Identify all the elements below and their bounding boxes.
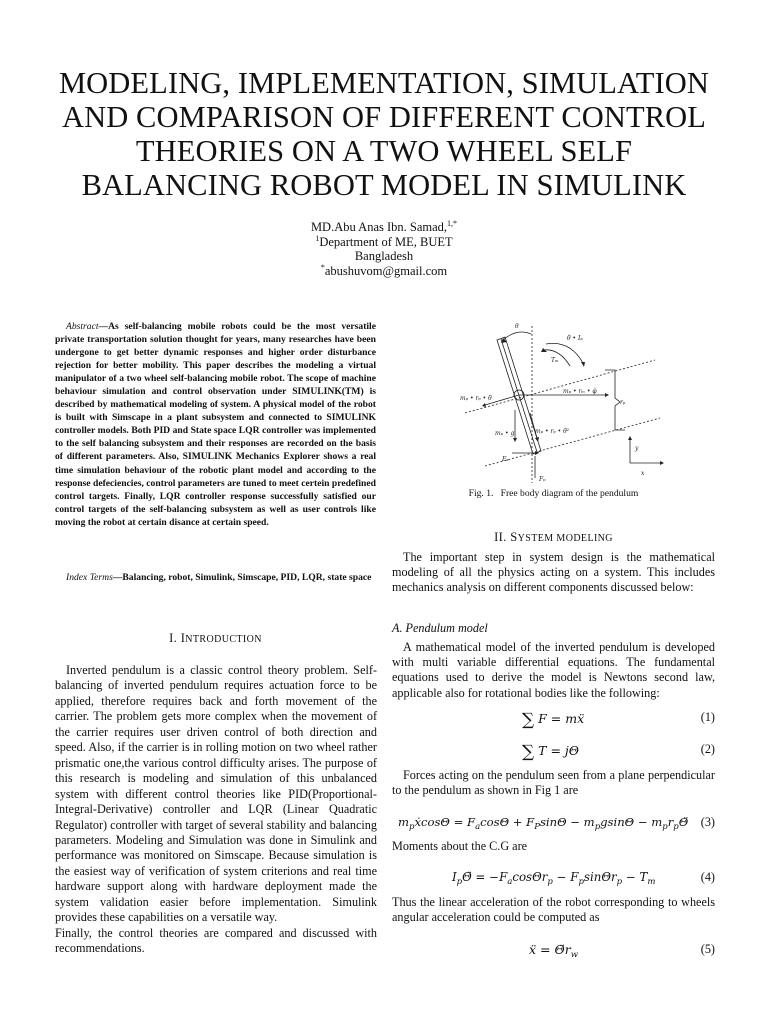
theta-arc-icon bbox=[503, 332, 531, 340]
label-fa: Fₐ bbox=[502, 456, 509, 463]
equation-4-math: $I_p\Thetä = -F_a\cos\Theta r_p - F_p\sin\Theta r_p - T_m$ bbox=[452, 870, 656, 887]
affiliation: Department of ME, BUET bbox=[319, 234, 453, 249]
equation-number: (3) bbox=[700, 815, 715, 829]
affiliation-line bbox=[234, 235, 534, 250]
email-link[interactable]: abushuvom@gmail.com bbox=[324, 263, 448, 278]
label-theta: θ bbox=[515, 323, 519, 330]
pendulum-paragraph-2: Forces acting on the pendulum seen from a plane perpendicular to the pendulum as shown in Fig 1 are bbox=[392, 768, 715, 798]
equation-4 bbox=[392, 870, 715, 890]
section-heading-introduction bbox=[55, 631, 376, 646]
equation-3 bbox=[392, 815, 715, 835]
title-line: AND COMPARISON OF DIFFERENT CONTROL bbox=[61, 100, 707, 134]
section-rest: YSTEM MODELING bbox=[517, 533, 613, 544]
pendulum-paragraph-4: Thus the linear acceleration of the robot corresponding to wheels angular acceleration could be computed as bbox=[392, 895, 715, 925]
equation-number: (5) bbox=[700, 942, 715, 956]
label-force-right: mₚ • rₘ • φ̈ bbox=[563, 388, 597, 395]
author-name-line bbox=[234, 220, 534, 235]
country: Bangladesh bbox=[354, 249, 414, 263]
equation-2 bbox=[392, 742, 715, 762]
system-modeling-intro: The important step in system design is the mathematical modeling of all the physics acting on a system. This includes mechanics analysis on different components discussed below: bbox=[392, 550, 715, 595]
section-first-letter: I bbox=[180, 631, 186, 645]
label-torque-top: θ̈ • Iₚ bbox=[567, 335, 583, 342]
pendulum-paragraph-3: Moments about the C.G are bbox=[392, 839, 528, 853]
pendulum-paragraph-1: A mathematical model of the inverted pendulum is developed with multi variable differential equations. The fundamental equations used to derive the model is Newtons second law, applicable also for rotational bodies like the following: bbox=[392, 640, 715, 700]
subsection-pendulum-model: A. Pendulum model bbox=[392, 621, 488, 635]
equation-number: (4) bbox=[700, 870, 715, 884]
paper-title bbox=[40, 66, 728, 202]
author-marks: 1,* bbox=[447, 219, 458, 228]
label-tau-m: Tₘ bbox=[551, 357, 559, 364]
label-force-left: mₚ • rₚ • θ̈ bbox=[460, 395, 492, 402]
equation-5-math: ẍ = $\Thetär_w$ bbox=[529, 942, 578, 960]
title-line: THEORIES ON A TWO WHEEL SELF bbox=[135, 134, 633, 168]
index-terms-text: Balancing, robot, Simulink, Simscape, PID, LQR, state space bbox=[122, 572, 372, 583]
section-rest: NTRODUCTION bbox=[185, 634, 262, 645]
section-numeral: I. bbox=[169, 631, 181, 645]
label-axis-x: x bbox=[641, 470, 645, 477]
email-mark: * bbox=[320, 262, 325, 272]
free-body-diagram bbox=[455, 318, 680, 488]
equation-2-math: ∑ T = jΘ bbox=[522, 742, 580, 762]
section-first-letter: S bbox=[510, 530, 518, 544]
intro-paragraph-1: Inverted pendulum is a classic control theory problem. Self-balancing of inverted pendulum requires actuation force to be applied, therefore requires back and forth movement of the carrier. The problem gets more complex when the movement of the carrier requires user driven control of both direction and speed. Also, if the carrier is in rolling motion on two wheel rather prismatic one,the various control difficulty arises. The purpose of this research is modeling and simulation of this unbalanced system with different control theories like PID(Proportional-Integral-Derivative) controller and LQR (Linear Quadratic Regulator) controller with target of several stability and balancing parameters. Modeling and Simulation was done in Simulink and performance was monitored on Simscape. Because simulation is the easiest way of verification of system criterions and real time hardware support along with hardware deployment made the system validation easier before implementation. Simulink provides these capabilities on a versatile way. bbox=[55, 663, 377, 925]
section-numeral: II. bbox=[494, 530, 511, 544]
abstract-label: Abstract bbox=[66, 321, 99, 332]
author-block bbox=[234, 220, 534, 278]
equation-5 bbox=[392, 942, 715, 962]
label-gravity: mₚ • g bbox=[495, 430, 515, 437]
label-rp: rₚ bbox=[620, 399, 626, 406]
index-terms-label: Index Terms bbox=[66, 572, 113, 583]
index-terms bbox=[55, 571, 376, 584]
title-line: MODELING, IMPLEMENTATION, SIMULATION bbox=[58, 66, 710, 100]
index-terms-dash: — bbox=[112, 572, 123, 583]
abstract bbox=[55, 320, 376, 529]
label-axis-y: y bbox=[635, 445, 639, 452]
figure-caption: Fig. 1. Free body diagram of the pendulum bbox=[468, 488, 639, 499]
abstract-dash: — bbox=[98, 321, 109, 332]
equation-3-math: $m_pẋ\cos\Theta = F_a\cos\Theta + F_P\sin\Theta - m_pgsin\Theta$ − $m_pr_p\Thetä$ bbox=[398, 815, 689, 832]
affiliation-mark: 1 bbox=[315, 233, 320, 243]
abstract-text: As self-balancing mobile robots could be the most versatile private transportation solution thought for years, many researches have been undergone to get better dynamic responses and higher order disturbance rejection for better mobility. This paper describes the modeling a virtual manipulator of a two wheel self-balancing mobile robot. The scope of machine behaviour simulation and control observation under SIMULINK(TM) is described by mathematical modeling of system. A physical model of the robot is built with Simscape in a plant subsystem and connected to SIMULINK controller models. Both PID and State space LQR controller was implemented to the self balancing subsystem and their responses are recorded on the basis of different parameters. Also, SIMULINK Mechanics Explorer shows a real time simulation behaviour of the robotic plant model and according to the response defeciencies, control parameters are tuned to meet certein predefined control targets. Finally, LQR controller response successfully satisfied our control targets of the self-balancing subsystem as well as user controls like moving the robot at certain disance at certain speed. bbox=[55, 321, 376, 528]
equation-1-math: ∑ F = mẍ bbox=[522, 710, 585, 730]
section-heading-system-modeling bbox=[392, 530, 715, 545]
equation-number: (2) bbox=[700, 742, 715, 756]
equation-number: (1) bbox=[700, 710, 715, 724]
label-fp: Fₚ bbox=[539, 476, 546, 483]
equation-1 bbox=[392, 710, 715, 730]
label-centripetal: mₚ • rₚ • θ̇² bbox=[535, 428, 570, 435]
intro-paragraph-2: Finally, the control theories are compared and discussed with recommendations. bbox=[55, 926, 377, 956]
email-line bbox=[234, 264, 534, 279]
title-line: BALANCING ROBOT MODEL IN SIMULINK bbox=[81, 168, 687, 202]
author-name: MD.Abu Anas Ibn. Samad, bbox=[310, 220, 448, 234]
